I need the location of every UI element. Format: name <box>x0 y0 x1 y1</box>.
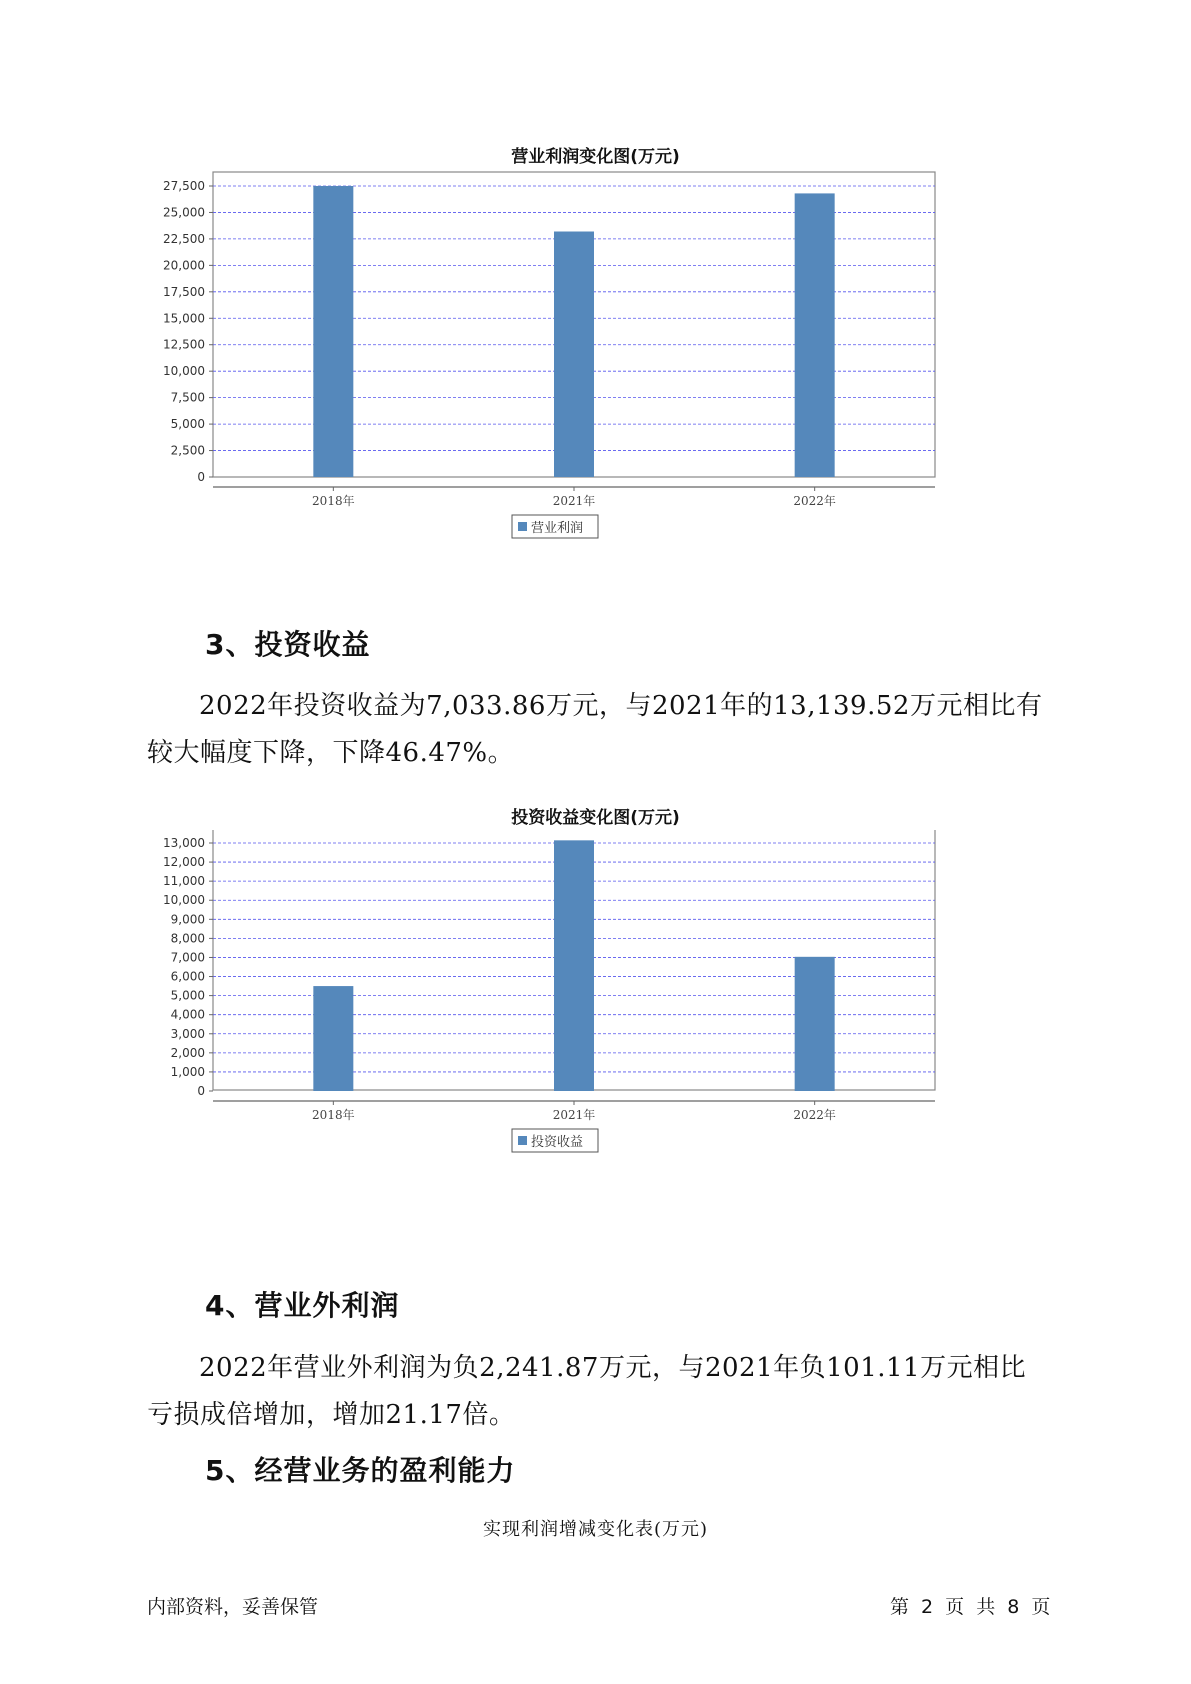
legend-swatch <box>518 522 527 531</box>
operating-profit-bar-chart <box>150 168 1030 588</box>
y-tick-label: 12,500 <box>163 337 205 352</box>
y-tick-label: 1,000 <box>170 1064 205 1079</box>
y-tick-label: 7,000 <box>170 950 205 965</box>
footer-page-number: 第 2 页 共 8 页 <box>890 1596 1051 1618</box>
y-tick-label: 25,000 <box>163 205 205 220</box>
legend-label: 投资收益 <box>531 1135 584 1150</box>
y-tick-label: 12,000 <box>163 855 205 870</box>
legend-swatch <box>518 1136 527 1145</box>
y-tick-label: 11,000 <box>163 874 205 889</box>
y-tick-label: 27,500 <box>163 179 205 193</box>
y-tick-label: 0 <box>197 1084 205 1098</box>
bar <box>313 986 353 1091</box>
bar <box>554 840 594 1091</box>
y-tick-label: 10,000 <box>163 364 205 379</box>
y-tick-label: 5,000 <box>170 988 205 1003</box>
y-tick-label: 15,000 <box>163 311 205 326</box>
y-tick-label: 20,000 <box>163 258 205 273</box>
y-tick-label: 13,000 <box>163 836 205 850</box>
footer-confidential-note: 内部资料，妥善保管 <box>147 1596 319 1618</box>
y-tick-label: 9,000 <box>170 912 205 927</box>
x-tick-label: 2018年 <box>312 1108 355 1122</box>
x-tick-label: 2018年 <box>312 494 355 508</box>
table-caption: 实现利润增减变化表(万元) <box>482 1519 709 1540</box>
y-tick-label: 8,000 <box>170 931 205 946</box>
chart-title-operating-profit: 营业利润变化图(万元) <box>511 147 680 167</box>
chart-title-investment-income: 投资收益变化图(万元) <box>511 808 680 828</box>
y-tick-label: 2,500 <box>170 443 205 458</box>
bar <box>313 186 353 477</box>
y-tick-label: 2,000 <box>170 1045 205 1060</box>
investment-income-paragraph: 2022年投资收益为7,033.86万元，与2021年的13,139.52万元相比有较大幅度下降，下降46.47%。 <box>147 691 1043 768</box>
y-tick-label: 3,000 <box>170 1026 205 1041</box>
section-heading-business-profitability: 5、经营业务的盈利能力 <box>205 1454 516 1487</box>
y-tick-label: 10,000 <box>163 893 205 908</box>
y-tick-label: 17,500 <box>163 284 205 299</box>
y-tick-label: 22,500 <box>163 231 205 246</box>
y-tick-label: 6,000 <box>170 969 205 984</box>
x-tick-label: 2022年 <box>793 1108 836 1122</box>
x-tick-label: 2021年 <box>552 1108 596 1122</box>
investment-income-bar-chart <box>150 830 1030 1250</box>
x-tick-label: 2022年 <box>793 494 836 508</box>
bar <box>795 193 835 477</box>
y-tick-label: 5,000 <box>170 417 205 432</box>
y-tick-label: 7,500 <box>170 390 205 405</box>
y-tick-label: 4,000 <box>170 1007 205 1022</box>
y-tick-label: 0 <box>197 470 205 484</box>
non-operating-profit-paragraph: 2022年营业外利润为负2,241.87万元，与2021年负101.11万元相比亏损成倍增加，增加21.17倍。 <box>147 1353 1027 1430</box>
section-heading-investment-income: 3、投资收益 <box>205 628 371 661</box>
section-heading-non-operating-profit: 4、营业外利润 <box>205 1289 400 1322</box>
legend-label: 营业利润 <box>531 521 584 536</box>
bar <box>795 957 835 1091</box>
bar <box>554 232 594 477</box>
x-tick-label: 2021年 <box>552 494 596 508</box>
